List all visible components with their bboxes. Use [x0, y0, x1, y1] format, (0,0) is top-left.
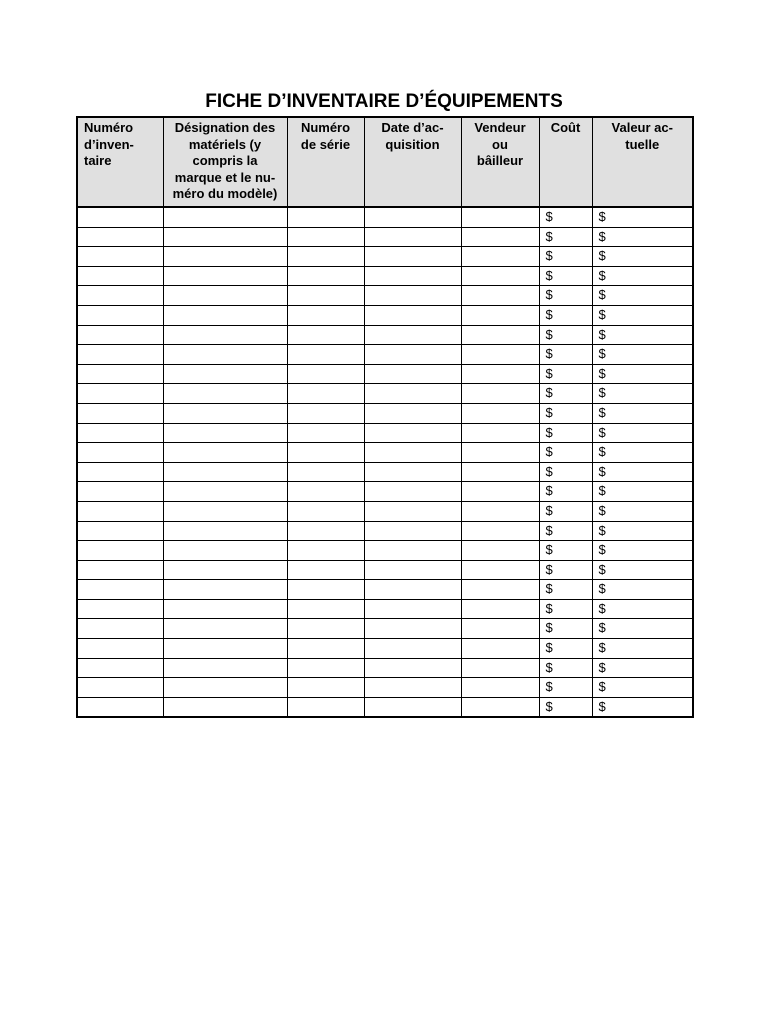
designation-field[interactable] [163, 619, 287, 639]
vendor-field[interactable] [461, 599, 539, 619]
current-value-field[interactable] [592, 227, 693, 247]
inventory-number-field[interactable] [77, 521, 163, 541]
column-header-acquisition-date: Date d’ac- quisition [364, 117, 461, 207]
vendor-field[interactable] [461, 443, 539, 463]
currency-symbol: $ [545, 365, 553, 381]
currency-symbol: $ [598, 385, 606, 401]
vendor-field[interactable] [461, 678, 539, 698]
vendor-field[interactable] [461, 462, 539, 482]
inventory-number-field[interactable] [77, 364, 163, 384]
serial-number-field[interactable] [287, 345, 364, 365]
designation-field[interactable] [163, 678, 287, 698]
vendor-field[interactable] [461, 403, 539, 423]
serial-number-field[interactable] [287, 482, 364, 502]
currency-symbol: $ [598, 228, 606, 244]
currency-symbol: $ [545, 581, 553, 597]
table-row [77, 266, 693, 286]
table-row [77, 541, 693, 561]
serial-number-field[interactable] [287, 697, 364, 717]
currency-symbol: $ [545, 542, 553, 558]
table-row [77, 678, 693, 698]
vendor-field[interactable] [461, 247, 539, 267]
currency-symbol: $ [545, 424, 553, 440]
currency-symbol: $ [598, 267, 606, 283]
acquisition-date-field[interactable] [364, 501, 461, 521]
cost-field[interactable] [539, 639, 592, 659]
current-value-field[interactable] [592, 541, 693, 561]
designation-field[interactable] [163, 658, 287, 678]
acquisition-date-field[interactable] [364, 403, 461, 423]
current-value-field[interactable] [592, 443, 693, 463]
current-value-field[interactable] [592, 639, 693, 659]
currency-symbol: $ [598, 306, 606, 322]
cost-field[interactable] [539, 619, 592, 639]
inventory-number-field[interactable] [77, 462, 163, 482]
table-row [77, 227, 693, 247]
inventory-number-field[interactable] [77, 345, 163, 365]
currency-symbol: $ [545, 306, 553, 322]
designation-field[interactable] [163, 443, 287, 463]
serial-number-field[interactable] [287, 423, 364, 443]
designation-field[interactable] [163, 580, 287, 600]
vendor-field[interactable] [461, 286, 539, 306]
cost-field[interactable] [539, 423, 592, 443]
inventory-number-field[interactable] [77, 227, 163, 247]
serial-number-field[interactable] [287, 266, 364, 286]
table-row [77, 658, 693, 678]
serial-number-field[interactable] [287, 619, 364, 639]
cost-field[interactable] [539, 286, 592, 306]
column-header-vendor: Vendeur ou bâilleur [461, 117, 539, 207]
acquisition-date-field[interactable] [364, 678, 461, 698]
acquisition-date-field[interactable] [364, 521, 461, 541]
vendor-field[interactable] [461, 325, 539, 345]
cost-field[interactable] [539, 384, 592, 404]
table-row [77, 423, 693, 443]
currency-symbol: $ [545, 228, 553, 244]
current-value-field[interactable] [592, 305, 693, 325]
current-value-field[interactable] [592, 678, 693, 698]
designation-field[interactable] [163, 305, 287, 325]
vendor-field[interactable] [461, 227, 539, 247]
inventory-number-field[interactable] [77, 697, 163, 717]
vendor-field[interactable] [461, 619, 539, 639]
table-row [77, 599, 693, 619]
currency-symbol: $ [545, 248, 553, 264]
acquisition-date-field[interactable] [364, 423, 461, 443]
designation-field[interactable] [163, 403, 287, 423]
cost-field[interactable] [539, 599, 592, 619]
inventory-number-field[interactable] [77, 384, 163, 404]
inventory-number-field[interactable] [77, 325, 163, 345]
vendor-field[interactable] [461, 384, 539, 404]
acquisition-date-field[interactable] [364, 560, 461, 580]
inventory-number-field[interactable] [77, 482, 163, 502]
serial-number-field[interactable] [287, 384, 364, 404]
current-value-field[interactable] [592, 560, 693, 580]
acquisition-date-field[interactable] [364, 462, 461, 482]
designation-field[interactable] [163, 639, 287, 659]
table-row [77, 247, 693, 267]
designation-field[interactable] [163, 364, 287, 384]
cost-field[interactable] [539, 364, 592, 384]
cost-field[interactable] [539, 325, 592, 345]
currency-symbol: $ [598, 483, 606, 499]
current-value-field[interactable] [592, 521, 693, 541]
acquisition-date-field[interactable] [364, 266, 461, 286]
current-value-field[interactable] [592, 599, 693, 619]
currency-symbol: $ [545, 483, 553, 499]
current-value-field[interactable] [592, 207, 693, 227]
cost-field[interactable] [539, 207, 592, 227]
cost-field[interactable] [539, 697, 592, 717]
currency-symbol: $ [545, 522, 553, 538]
vendor-field[interactable] [461, 521, 539, 541]
currency-symbol: $ [545, 346, 553, 362]
serial-number-field[interactable] [287, 521, 364, 541]
table-row [77, 403, 693, 423]
table-row [77, 697, 693, 717]
table-row [77, 501, 693, 521]
serial-number-field[interactable] [287, 639, 364, 659]
acquisition-date-field[interactable] [364, 227, 461, 247]
designation-field[interactable] [163, 247, 287, 267]
cost-field[interactable] [539, 521, 592, 541]
designation-field[interactable] [163, 266, 287, 286]
currency-symbol: $ [545, 326, 553, 342]
designation-field[interactable] [163, 560, 287, 580]
designation-field[interactable] [163, 423, 287, 443]
vendor-field[interactable] [461, 541, 539, 561]
current-value-field[interactable] [592, 658, 693, 678]
vendor-field[interactable] [461, 501, 539, 521]
designation-field[interactable] [163, 325, 287, 345]
inventory-number-field[interactable] [77, 580, 163, 600]
inventory-number-field[interactable] [77, 619, 163, 639]
currency-symbol: $ [598, 542, 606, 558]
table-row [77, 207, 693, 227]
table-header-row [77, 117, 693, 207]
serial-number-field[interactable] [287, 247, 364, 267]
column-header-inventory-number: Numéro d’inven- taire [77, 117, 163, 207]
serial-number-field[interactable] [287, 403, 364, 423]
designation-field[interactable] [163, 697, 287, 717]
serial-number-field[interactable] [287, 207, 364, 227]
serial-number-field[interactable] [287, 443, 364, 463]
current-value-field[interactable] [592, 286, 693, 306]
designation-field[interactable] [163, 384, 287, 404]
serial-number-field[interactable] [287, 560, 364, 580]
table-row [77, 521, 693, 541]
currency-symbol: $ [598, 365, 606, 381]
acquisition-date-field[interactable] [364, 364, 461, 384]
designation-field[interactable] [163, 462, 287, 482]
current-value-field[interactable] [592, 423, 693, 443]
currency-symbol: $ [598, 444, 606, 460]
currency-symbol: $ [598, 522, 606, 538]
cost-field[interactable] [539, 658, 592, 678]
acquisition-date-field[interactable] [364, 580, 461, 600]
cost-field[interactable] [539, 345, 592, 365]
column-header-cost: Coût [539, 117, 592, 207]
currency-symbol: $ [545, 463, 553, 479]
designation-field[interactable] [163, 541, 287, 561]
currency-symbol: $ [598, 209, 606, 224]
table-row [77, 639, 693, 659]
table-row [77, 462, 693, 482]
designation-field[interactable] [163, 599, 287, 619]
inventory-table [76, 116, 694, 718]
vendor-field[interactable] [461, 639, 539, 659]
designation-field[interactable] [163, 345, 287, 365]
cost-field[interactable] [539, 501, 592, 521]
inventory-number-field[interactable] [77, 560, 163, 580]
designation-field[interactable] [163, 501, 287, 521]
cost-field[interactable] [539, 462, 592, 482]
cost-field[interactable] [539, 305, 592, 325]
inventory-number-field[interactable] [77, 599, 163, 619]
designation-field[interactable] [163, 286, 287, 306]
table-row [77, 305, 693, 325]
currency-symbol: $ [545, 640, 553, 656]
serial-number-field[interactable] [287, 658, 364, 678]
currency-symbol: $ [545, 385, 553, 401]
cost-field[interactable] [539, 482, 592, 502]
serial-number-field[interactable] [287, 325, 364, 345]
currency-symbol: $ [598, 561, 606, 577]
currency-symbol: $ [545, 600, 553, 616]
currency-symbol: $ [545, 444, 553, 460]
acquisition-date-field[interactable] [364, 443, 461, 463]
vendor-field[interactable] [461, 482, 539, 502]
currency-symbol: $ [598, 346, 606, 362]
acquisition-date-field[interactable] [364, 541, 461, 561]
serial-number-field[interactable] [287, 364, 364, 384]
inventory-number-field[interactable] [77, 541, 163, 561]
current-value-field[interactable] [592, 384, 693, 404]
currency-symbol: $ [598, 620, 606, 636]
cost-field[interactable] [539, 403, 592, 423]
inventory-number-field[interactable] [77, 658, 163, 678]
current-value-field[interactable] [592, 619, 693, 639]
current-value-field[interactable] [592, 325, 693, 345]
current-value-field[interactable] [592, 482, 693, 502]
inventory-number-field[interactable] [77, 305, 163, 325]
acquisition-date-field[interactable] [364, 658, 461, 678]
cost-field[interactable] [539, 247, 592, 267]
table-row [77, 384, 693, 404]
acquisition-date-field[interactable] [364, 286, 461, 306]
table-row [77, 560, 693, 580]
cost-field[interactable] [539, 541, 592, 561]
acquisition-date-field[interactable] [364, 384, 461, 404]
vendor-field[interactable] [461, 423, 539, 443]
inventory-number-field[interactable] [77, 678, 163, 698]
serial-number-field[interactable] [287, 286, 364, 306]
currency-symbol: $ [598, 698, 606, 714]
vendor-field[interactable] [461, 697, 539, 717]
cost-field[interactable] [539, 227, 592, 247]
currency-symbol: $ [545, 209, 553, 224]
current-value-field[interactable] [592, 345, 693, 365]
currency-symbol: $ [545, 679, 553, 695]
table-row [77, 364, 693, 384]
acquisition-date-field[interactable] [364, 599, 461, 619]
inventory-number-field[interactable] [77, 423, 163, 443]
currency-symbol: $ [598, 248, 606, 264]
acquisition-date-field[interactable] [364, 482, 461, 502]
designation-field[interactable] [163, 227, 287, 247]
current-value-field[interactable] [592, 364, 693, 384]
inventory-number-field[interactable] [77, 501, 163, 521]
page-title: FICHE D’INVENTAIRE D’ÉQUIPEMENTS [205, 91, 563, 112]
currency-symbol: $ [598, 659, 606, 675]
currency-symbol: $ [545, 404, 553, 420]
currency-symbol: $ [598, 326, 606, 342]
acquisition-date-field[interactable] [364, 325, 461, 345]
inventory-number-field[interactable] [77, 639, 163, 659]
currency-symbol: $ [545, 287, 553, 303]
serial-number-field[interactable] [287, 227, 364, 247]
currency-symbol: $ [598, 463, 606, 479]
current-value-field[interactable] [592, 501, 693, 521]
acquisition-date-field[interactable] [364, 639, 461, 659]
currency-symbol: $ [545, 620, 553, 636]
designation-field[interactable] [163, 207, 287, 227]
inventory-number-field[interactable] [77, 266, 163, 286]
currency-symbol: $ [598, 581, 606, 597]
column-header-designation: Désignation des matériels (y compris la marque et le nu- méro du modèle) [163, 117, 287, 207]
currency-symbol: $ [598, 404, 606, 420]
vendor-field[interactable] [461, 364, 539, 384]
currency-symbol: $ [598, 287, 606, 303]
current-value-field[interactable] [592, 247, 693, 267]
column-header-current-value: Valeur ac- tuelle [592, 117, 693, 207]
vendor-field[interactable] [461, 560, 539, 580]
vendor-field[interactable] [461, 207, 539, 227]
currency-symbol: $ [598, 502, 606, 518]
table-row [77, 482, 693, 502]
current-value-field[interactable] [592, 403, 693, 423]
current-value-field[interactable] [592, 697, 693, 717]
serial-number-field[interactable] [287, 599, 364, 619]
current-value-field[interactable] [592, 580, 693, 600]
table-row [77, 443, 693, 463]
serial-number-field[interactable] [287, 580, 364, 600]
designation-field[interactable] [163, 521, 287, 541]
vendor-field[interactable] [461, 266, 539, 286]
inventory-number-field[interactable] [77, 443, 163, 463]
table-body [77, 207, 693, 717]
acquisition-date-field[interactable] [364, 619, 461, 639]
inventory-number-field[interactable] [77, 286, 163, 306]
acquisition-date-field[interactable] [364, 345, 461, 365]
inventory-number-field[interactable] [77, 207, 163, 227]
serial-number-field[interactable] [287, 305, 364, 325]
vendor-field[interactable] [461, 580, 539, 600]
serial-number-field[interactable] [287, 501, 364, 521]
table-row [77, 345, 693, 365]
vendor-field[interactable] [461, 658, 539, 678]
currency-symbol: $ [545, 659, 553, 675]
designation-field[interactable] [163, 482, 287, 502]
cost-field[interactable] [539, 580, 592, 600]
vendor-field[interactable] [461, 345, 539, 365]
current-value-field[interactable] [592, 266, 693, 286]
serial-number-field[interactable] [287, 541, 364, 561]
serial-number-field[interactable] [287, 678, 364, 698]
table-row [77, 325, 693, 345]
currency-symbol: $ [598, 424, 606, 440]
acquisition-date-field[interactable] [364, 207, 461, 227]
acquisition-date-field[interactable] [364, 247, 461, 267]
currency-symbol: $ [545, 561, 553, 577]
current-value-field[interactable] [592, 462, 693, 482]
cost-field[interactable] [539, 266, 592, 286]
cost-field[interactable] [539, 678, 592, 698]
currency-symbol: $ [598, 679, 606, 695]
cost-field[interactable] [539, 443, 592, 463]
inventory-number-field[interactable] [77, 247, 163, 267]
inventory-number-field[interactable] [77, 403, 163, 423]
cost-field[interactable] [539, 560, 592, 580]
currency-symbol: $ [598, 600, 606, 616]
serial-number-field[interactable] [287, 462, 364, 482]
acquisition-date-field[interactable] [364, 697, 461, 717]
currency-symbol: $ [545, 502, 553, 518]
currency-symbol: $ [545, 267, 553, 283]
column-header-serial-number: Numéro de série [287, 117, 364, 207]
acquisition-date-field[interactable] [364, 305, 461, 325]
table-row [77, 286, 693, 306]
currency-symbol: $ [545, 698, 553, 714]
table-row [77, 580, 693, 600]
vendor-field[interactable] [461, 305, 539, 325]
table-row [77, 619, 693, 639]
currency-symbol: $ [598, 640, 606, 656]
